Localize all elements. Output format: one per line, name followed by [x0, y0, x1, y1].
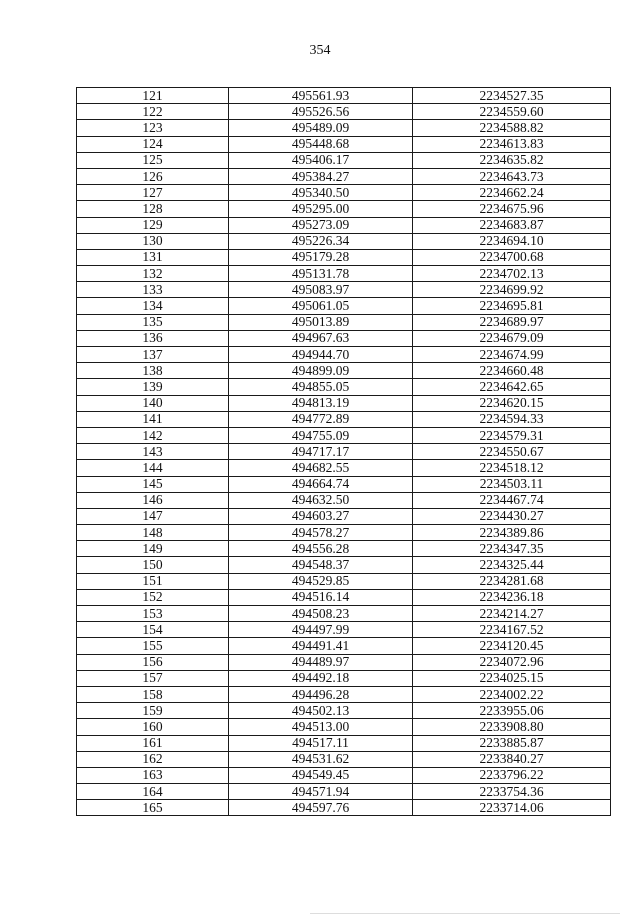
x-coordinate-cell: 495061.05 — [229, 298, 413, 314]
table-row — [77, 670, 611, 686]
x-coordinate-cell: 494967.63 — [229, 330, 413, 346]
point-number-cell: 136 — [77, 330, 229, 346]
point-number-cell: 142 — [77, 427, 229, 443]
coordinates-table-body — [77, 88, 611, 816]
table-row — [77, 233, 611, 249]
y-coordinate-cell: 2234679.09 — [413, 330, 611, 346]
table-row — [77, 622, 611, 638]
x-coordinate-cell: 495179.28 — [229, 249, 413, 265]
x-coordinate-cell: 494492.18 — [229, 670, 413, 686]
x-coordinate-cell: 494899.09 — [229, 363, 413, 379]
point-number-cell: 156 — [77, 654, 229, 670]
y-coordinate-cell: 2234662.24 — [413, 185, 611, 201]
point-number-cell: 154 — [77, 622, 229, 638]
y-coordinate-cell: 2234675.96 — [413, 201, 611, 217]
y-coordinate-cell: 2234694.10 — [413, 233, 611, 249]
table-row — [77, 136, 611, 152]
table-row — [77, 266, 611, 282]
x-coordinate-cell: 494489.97 — [229, 654, 413, 670]
table-row — [77, 703, 611, 719]
y-coordinate-cell: 2234643.73 — [413, 168, 611, 184]
x-coordinate-cell: 495526.56 — [229, 104, 413, 120]
x-coordinate-cell: 495340.50 — [229, 185, 413, 201]
y-coordinate-cell: 2234700.68 — [413, 249, 611, 265]
point-number-cell: 121 — [77, 88, 229, 104]
y-coordinate-cell: 2234642.65 — [413, 379, 611, 395]
x-coordinate-cell: 494548.37 — [229, 557, 413, 573]
point-number-cell: 134 — [77, 298, 229, 314]
point-number-cell: 163 — [77, 767, 229, 783]
y-coordinate-cell: 2233908.80 — [413, 719, 611, 735]
table-row — [77, 767, 611, 783]
table-row — [77, 525, 611, 541]
table-row — [77, 492, 611, 508]
y-coordinate-cell: 2234620.15 — [413, 395, 611, 411]
point-number-cell: 165 — [77, 800, 229, 816]
y-coordinate-cell: 2234389.86 — [413, 525, 611, 541]
x-coordinate-cell: 494556.28 — [229, 541, 413, 557]
y-coordinate-cell: 2234699.92 — [413, 282, 611, 298]
page-bottom-edge — [310, 913, 620, 914]
table-row — [77, 330, 611, 346]
y-coordinate-cell: 2234695.81 — [413, 298, 611, 314]
table-row — [77, 557, 611, 573]
table-row — [77, 249, 611, 265]
table-row — [77, 508, 611, 524]
x-coordinate-cell: 495131.78 — [229, 266, 413, 282]
y-coordinate-cell: 2234527.35 — [413, 88, 611, 104]
y-coordinate-cell: 2234660.48 — [413, 363, 611, 379]
coordinates-table — [76, 87, 611, 816]
point-number-cell: 158 — [77, 686, 229, 702]
x-coordinate-cell: 494549.45 — [229, 767, 413, 783]
table-row — [77, 444, 611, 460]
x-coordinate-cell: 494632.50 — [229, 492, 413, 508]
table-row — [77, 395, 611, 411]
table-row — [77, 476, 611, 492]
table-row — [77, 719, 611, 735]
x-coordinate-cell: 494508.23 — [229, 606, 413, 622]
table-row — [77, 282, 611, 298]
y-coordinate-cell: 2233955.06 — [413, 703, 611, 719]
y-coordinate-cell: 2234594.33 — [413, 411, 611, 427]
y-coordinate-cell: 2234120.45 — [413, 638, 611, 654]
table-row — [77, 314, 611, 330]
x-coordinate-cell: 495083.97 — [229, 282, 413, 298]
y-coordinate-cell: 2233840.27 — [413, 751, 611, 767]
table-row — [77, 217, 611, 233]
table-row — [77, 589, 611, 605]
table-row — [77, 654, 611, 670]
table-row — [77, 88, 611, 104]
point-number-cell: 164 — [77, 784, 229, 800]
table-row — [77, 784, 611, 800]
table-row — [77, 735, 611, 751]
point-number-cell: 153 — [77, 606, 229, 622]
table-row — [77, 363, 611, 379]
point-number-cell: 151 — [77, 573, 229, 589]
point-number-cell: 122 — [77, 104, 229, 120]
point-number-cell: 149 — [77, 541, 229, 557]
table-row — [77, 751, 611, 767]
point-number-cell: 147 — [77, 508, 229, 524]
point-number-cell: 135 — [77, 314, 229, 330]
table-row — [77, 298, 611, 314]
point-number-cell: 128 — [77, 201, 229, 217]
point-number-cell: 129 — [77, 217, 229, 233]
y-coordinate-cell: 2234236.18 — [413, 589, 611, 605]
point-number-cell: 140 — [77, 395, 229, 411]
point-number-cell: 155 — [77, 638, 229, 654]
x-coordinate-cell: 495448.68 — [229, 136, 413, 152]
x-coordinate-cell: 495406.17 — [229, 152, 413, 168]
point-number-cell: 138 — [77, 363, 229, 379]
table-row — [77, 120, 611, 136]
x-coordinate-cell: 494944.70 — [229, 347, 413, 363]
point-number-cell: 144 — [77, 460, 229, 476]
point-number-cell: 137 — [77, 347, 229, 363]
x-coordinate-cell: 495295.00 — [229, 201, 413, 217]
table-row — [77, 379, 611, 395]
page-number: 354 — [309, 43, 331, 58]
table-row — [77, 638, 611, 654]
x-coordinate-cell: 494717.17 — [229, 444, 413, 460]
point-number-cell: 127 — [77, 185, 229, 201]
x-coordinate-cell: 495384.27 — [229, 168, 413, 184]
point-number-cell: 145 — [77, 476, 229, 492]
y-coordinate-cell: 2234689.97 — [413, 314, 611, 330]
table-row — [77, 201, 611, 217]
point-number-cell: 159 — [77, 703, 229, 719]
point-number-cell: 123 — [77, 120, 229, 136]
table-row — [77, 800, 611, 816]
y-coordinate-cell: 2234167.52 — [413, 622, 611, 638]
x-coordinate-cell: 494682.55 — [229, 460, 413, 476]
x-coordinate-cell: 494491.41 — [229, 638, 413, 654]
table-row — [77, 686, 611, 702]
x-coordinate-cell: 494571.94 — [229, 784, 413, 800]
point-number-cell: 160 — [77, 719, 229, 735]
y-coordinate-cell: 2234072.96 — [413, 654, 611, 670]
x-coordinate-cell: 494755.09 — [229, 427, 413, 443]
point-number-cell: 130 — [77, 233, 229, 249]
y-coordinate-cell: 2234579.31 — [413, 427, 611, 443]
point-number-cell: 133 — [77, 282, 229, 298]
y-coordinate-cell: 2234025.15 — [413, 670, 611, 686]
x-coordinate-cell: 494603.27 — [229, 508, 413, 524]
x-coordinate-cell: 494578.27 — [229, 525, 413, 541]
y-coordinate-cell: 2234683.87 — [413, 217, 611, 233]
point-number-cell: 143 — [77, 444, 229, 460]
y-coordinate-cell: 2234503.11 — [413, 476, 611, 492]
x-coordinate-cell: 494516.14 — [229, 589, 413, 605]
point-number-cell: 146 — [77, 492, 229, 508]
y-coordinate-cell: 2234430.27 — [413, 508, 611, 524]
x-coordinate-cell: 494813.19 — [229, 395, 413, 411]
x-coordinate-cell: 495226.34 — [229, 233, 413, 249]
table-row — [77, 427, 611, 443]
y-coordinate-cell: 2234347.35 — [413, 541, 611, 557]
table-row — [77, 152, 611, 168]
x-coordinate-cell: 495561.93 — [229, 88, 413, 104]
table-row — [77, 573, 611, 589]
y-coordinate-cell: 2234002.22 — [413, 686, 611, 702]
x-coordinate-cell: 494664.74 — [229, 476, 413, 492]
table-row — [77, 460, 611, 476]
point-number-cell: 157 — [77, 670, 229, 686]
x-coordinate-cell: 494597.76 — [229, 800, 413, 816]
y-coordinate-cell: 2233885.87 — [413, 735, 611, 751]
x-coordinate-cell: 495013.89 — [229, 314, 413, 330]
table-row — [77, 347, 611, 363]
x-coordinate-cell: 494531.62 — [229, 751, 413, 767]
point-number-cell: 150 — [77, 557, 229, 573]
x-coordinate-cell: 495273.09 — [229, 217, 413, 233]
point-number-cell: 126 — [77, 168, 229, 184]
x-coordinate-cell: 494529.85 — [229, 573, 413, 589]
y-coordinate-cell: 2234281.68 — [413, 573, 611, 589]
point-number-cell: 131 — [77, 249, 229, 265]
y-coordinate-cell: 2234674.99 — [413, 347, 611, 363]
point-number-cell: 161 — [77, 735, 229, 751]
y-coordinate-cell: 2234467.74 — [413, 492, 611, 508]
y-coordinate-cell: 2234325.44 — [413, 557, 611, 573]
table-row — [77, 541, 611, 557]
table-row — [77, 411, 611, 427]
x-coordinate-cell: 494513.00 — [229, 719, 413, 735]
y-coordinate-cell: 2233796.22 — [413, 767, 611, 783]
x-coordinate-cell: 494517.11 — [229, 735, 413, 751]
table-row — [77, 104, 611, 120]
y-coordinate-cell: 2234613.83 — [413, 136, 611, 152]
y-coordinate-cell: 2234702.13 — [413, 266, 611, 282]
point-number-cell: 125 — [77, 152, 229, 168]
table-row — [77, 185, 611, 201]
point-number-cell: 139 — [77, 379, 229, 395]
x-coordinate-cell: 494496.28 — [229, 686, 413, 702]
x-coordinate-cell: 495489.09 — [229, 120, 413, 136]
y-coordinate-cell: 2234635.82 — [413, 152, 611, 168]
y-coordinate-cell: 2234214.27 — [413, 606, 611, 622]
x-coordinate-cell: 494772.89 — [229, 411, 413, 427]
table-row — [77, 168, 611, 184]
x-coordinate-cell: 494855.05 — [229, 379, 413, 395]
y-coordinate-cell: 2233754.36 — [413, 784, 611, 800]
table-row — [77, 606, 611, 622]
x-coordinate-cell: 494502.13 — [229, 703, 413, 719]
point-number-cell: 124 — [77, 136, 229, 152]
point-number-cell: 152 — [77, 589, 229, 605]
point-number-cell: 148 — [77, 525, 229, 541]
y-coordinate-cell: 2234550.67 — [413, 444, 611, 460]
y-coordinate-cell: 2234588.82 — [413, 120, 611, 136]
y-coordinate-cell: 2234559.60 — [413, 104, 611, 120]
point-number-cell: 162 — [77, 751, 229, 767]
y-coordinate-cell: 2233714.06 — [413, 800, 611, 816]
point-number-cell: 132 — [77, 266, 229, 282]
y-coordinate-cell: 2234518.12 — [413, 460, 611, 476]
point-number-cell: 141 — [77, 411, 229, 427]
x-coordinate-cell: 494497.99 — [229, 622, 413, 638]
